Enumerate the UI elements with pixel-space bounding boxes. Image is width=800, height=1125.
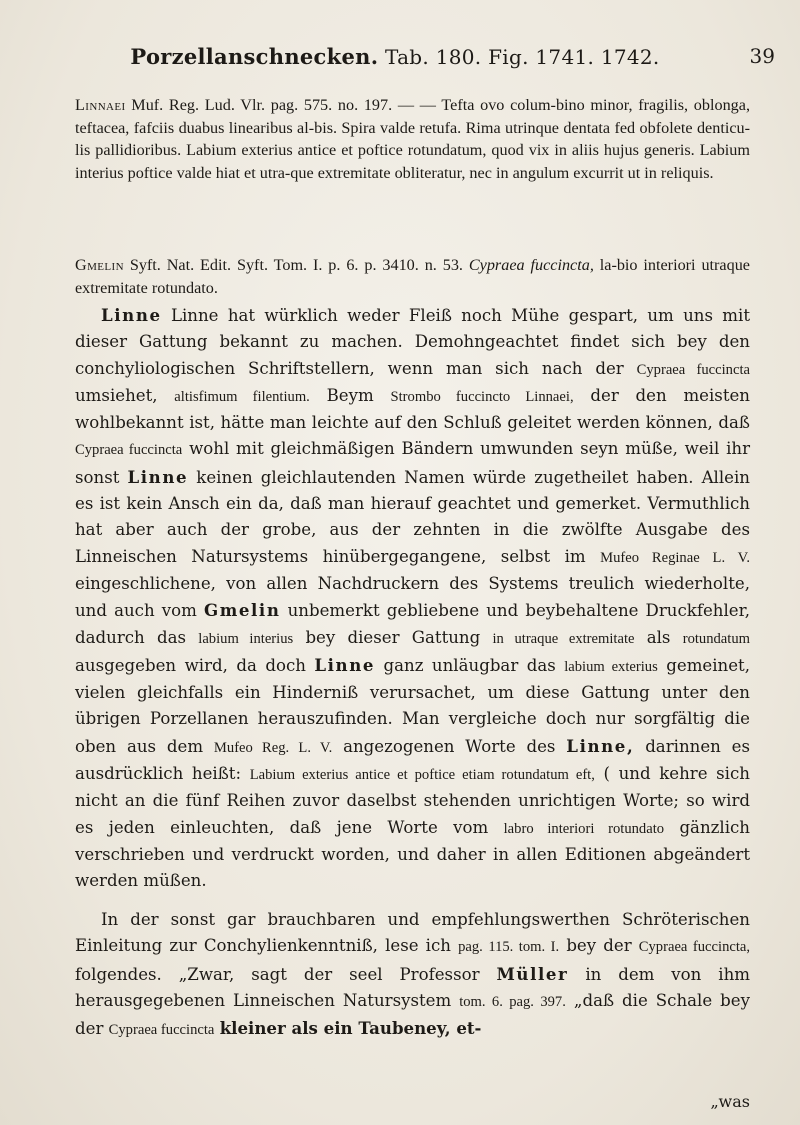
reference-text: Muf. Reg. Lud. Vlr. pag. 575. no. 197. — — Tefta ovo colum-bino minor, fragilis, oblonga, teftacea, fafciis duabus linearibus al-bis. Spira valde retufa. Rima utrinque dentata fed obfolete denticu-lis pallidioribus. Labium exterius antice et poftice rotundatum, quod vix in aliis hujus generis. Labium interius poftice valde hiat et utra-que extremitate obliteratur, nec in angulum excurrit ut in reliquis. xyxy=(75,96,751,182)
section-title: Porzellanschnecken. xyxy=(130,44,379,69)
page-number: 39 xyxy=(749,44,775,68)
latin-term: in utraque extremitate xyxy=(492,630,635,647)
running-header xyxy=(75,44,775,80)
body-text: eingeschlichene, von allen Nachdruckern des Systems treulich wiederholte, und auch vom xyxy=(75,573,750,621)
body-text: In der sonst gar brauchbaren und empfehlungswerthen Schröterischen Einleitung zur Conchylienkenntniß, lese ich xyxy=(75,910,750,956)
reference-gmelin xyxy=(75,254,750,299)
latin-term: tom. 6. pag. 397. xyxy=(459,993,566,1010)
latin-term: Cypraea fuccincta, xyxy=(638,939,751,956)
body-text: umsiehet, xyxy=(75,385,158,405)
paragraph-2 xyxy=(75,907,750,1043)
latin-term: Strombo fuccincto Linnaei, xyxy=(390,388,574,405)
latin-term: Cypraea fuccincta xyxy=(636,361,750,378)
person-name: Linne xyxy=(127,466,189,487)
reference-text: la-bio interiori utraque extremitate rotundato. xyxy=(75,256,750,297)
body-text: gemeinet, vielen gleichfalls ein Hinderniß verursachet, um diese Gattung unter den übrigen Porzellanen herauszufinden. Man vergleiche doch nur sorgfältig die oben aus dem xyxy=(75,655,751,756)
body-text: gänzlich verschrieben und verdruckt worden, und daher in allen Editionen abgeändert werden müßen. xyxy=(75,817,750,891)
body-text: kleiner als ein Taubeney, et- xyxy=(219,1018,482,1039)
latin-term: labro interiori rotundato xyxy=(503,820,665,837)
body-text: ausgegeben wird, da doch xyxy=(75,655,306,675)
paragraph-1 xyxy=(75,302,750,895)
body-text: angezogenen Worte des xyxy=(343,736,556,756)
author-name: Linnaei xyxy=(75,96,126,114)
body-text: bey der xyxy=(566,936,632,956)
body-text: darinnen es ausdrücklich heißt: xyxy=(75,736,750,784)
species-name: Cypraea fuccincta, xyxy=(468,256,594,274)
person-name: Linne, xyxy=(566,735,635,756)
body-text: ( und kehre sich nicht an die fünf Reihen zuvor daselbst stehenden unrichtigen Worte; so wird es jeden einleuchten, daß jene Worte vom xyxy=(75,764,750,837)
body-text: als xyxy=(646,627,671,647)
catchword: „was xyxy=(710,1092,750,1111)
body-text: in dem von ihm herausgegebenen Linneischen Natursystem xyxy=(75,964,751,1010)
reference-linnaeus xyxy=(75,94,750,184)
person-name: Linne xyxy=(314,654,376,675)
body-text: ganz unläugbar das xyxy=(383,655,556,675)
latin-term: Cypraea fuccincta xyxy=(75,442,183,459)
body-text: „daß die Schale bey der xyxy=(75,990,750,1039)
body-text: keinen gleichlautenden Namen würde zugetheilet haben. Allein es ist kein Ansch ein da, daß man hierauf geachtet und gemerket. Vermuthlich hat aber auch der grobe, aus der zehnten in die zwölfte Ausgabe des Linneischen Natursystems hinübergegangene, selbst im xyxy=(75,467,750,566)
person-name: Müller xyxy=(496,963,569,984)
person-name: Gmelin xyxy=(203,600,281,621)
body-text: wohl mit gleichmäßigen Bändern umwunden seyn müße, weil ihr sonst xyxy=(75,439,750,487)
body-text: unbemerkt gebliebene und beybehaltene Druckfehler, dadurch das xyxy=(75,601,750,647)
latin-term: altisfimum filentium. xyxy=(174,388,310,405)
body-text: Beym xyxy=(326,385,374,405)
body-text: bey dieser Gattung xyxy=(305,627,481,647)
person-name: Linne xyxy=(101,305,162,325)
running-head-title xyxy=(75,44,715,69)
body-text: der den meisten wohlbekannt ist, hätte man leichte auf den Schluß geleitet werden können, daß xyxy=(75,385,750,433)
body-text: Linne hat würklich weder Fleiß noch Mühe gespart, um uns mit dieser Gattung bekannt zu machen. Demohngeachtet findet sich bey den conchyliologischen Schriftstellern, wenn man sich nach der xyxy=(75,306,750,378)
body-text: folgendes. „Zwar, sagt der seel Professor xyxy=(75,964,480,984)
latin-term: Cypraea fuccincta xyxy=(108,1022,215,1039)
latin-term: rotundatum xyxy=(682,630,750,647)
latin-term: labium exterius xyxy=(564,658,658,675)
latin-term: Mufeo Reginae L. V. xyxy=(600,549,750,566)
latin-term: pag. 115. tom. I. xyxy=(458,939,560,956)
latin-term: Mufeo Reg. L. V. xyxy=(213,739,333,756)
plate-reference: Tab. 180. Fig. 1741. 1742. xyxy=(385,45,660,69)
latin-term: Labium exterius antice et poftice etiam rotundatum eft, xyxy=(249,767,595,784)
reference-text: Syft. Nat. Edit. Syft. Tom. I. p. 6. p. 3410. n. 53. xyxy=(129,256,463,274)
latin-term: labium interius xyxy=(198,630,294,647)
author-name: Gmelin xyxy=(75,256,124,274)
